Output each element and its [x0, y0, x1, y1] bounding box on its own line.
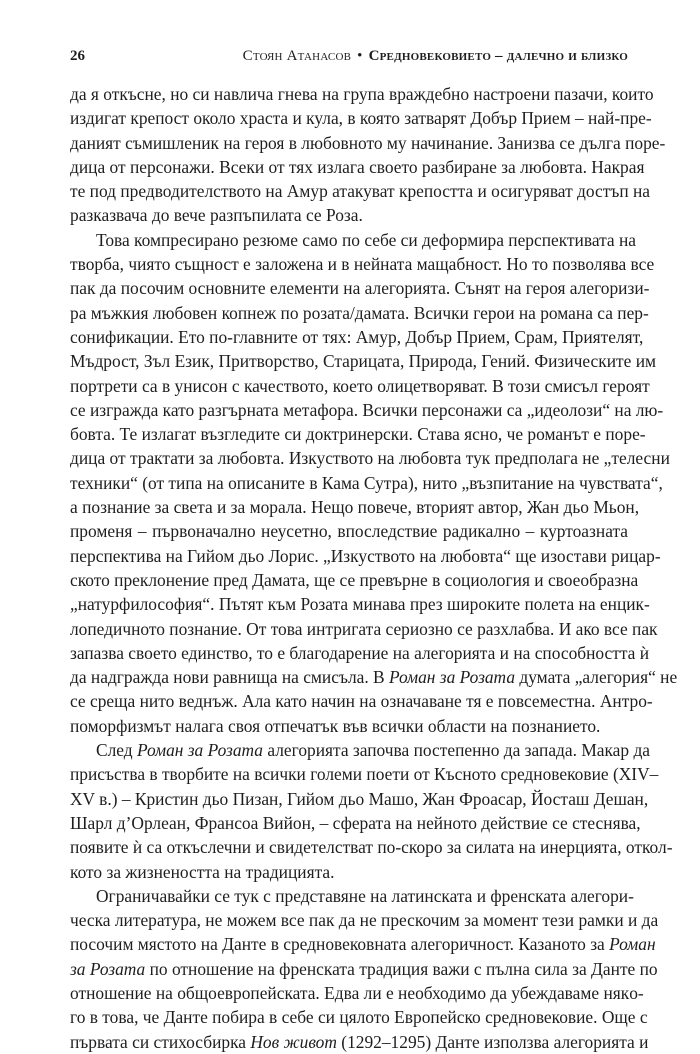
line-text: Това компресирано резюме само по себе си деформира перспективата на [96, 229, 637, 250]
line-text: думата „алегория“ не [515, 667, 678, 688]
line-text: ческа литература, не можем все пак да не прескочим за момент тези рамки и да [70, 910, 659, 931]
line-text: ра мъжкия любовен копнеж по розата/дамата. Всички герои на романа са пер- [70, 302, 649, 323]
line-text: перспектива на Гийом дьо Лорис. „Изкуството на любовта“ ще изостави рицар- [70, 545, 661, 566]
book-title: Средновековието – далечно и близко [368, 48, 628, 64]
text-line [70, 981, 644, 1005]
text-line [70, 252, 655, 276]
line-text: кото за жизнеността на традицията. [70, 861, 335, 882]
text-line [70, 374, 650, 398]
line-text: се среща нито веднъж. Ала като начин на означаване тя е повсеместна. Антро- [70, 691, 653, 712]
line-text: първата си стихосбирка [70, 1031, 251, 1052]
line-text: (1292–1295) Данте използва алегорията и [336, 1031, 649, 1052]
text-line [70, 179, 650, 203]
line-text: те под предводителството на Амур атакуват крепостта и осигуряват достъп на [70, 181, 650, 202]
italic-title: за Розата [70, 958, 146, 979]
italic-title: Роман за Розата [136, 740, 263, 761]
line-text: дица от трактати за любовта. Изкуството на любовта тук предполага не „телесни [70, 448, 670, 469]
line-text: появите ѝ са откъслечни и свидетелстват по-скоро за силата на инерцията, откол- [70, 837, 673, 858]
line-text: даният съмишленик на героя в любовното му начинание. Занизва се дълга поре- [70, 132, 666, 153]
text-line [70, 203, 628, 227]
line-text: запазва своето единство, то е благодарение на алегорията и на способността ѝ [70, 642, 650, 663]
text-line [70, 592, 650, 616]
line-text: по отношение на френската традиция важи с пълна сила за Данте по [145, 958, 658, 979]
text-line [70, 689, 653, 713]
text-line [70, 617, 658, 641]
line-text: дица от персонажи. Всеки от тях излага своето разбиране за любовта. Накрая [70, 156, 645, 177]
line-text: променя – първоначално неусетно, впоследствие радикално – куртоазната [70, 521, 628, 542]
text-line [70, 568, 639, 592]
line-text: XV в.) – Кристин дьо Пизан, Гийом дьо Машо, Жан Фроасар, Йосташ Дешан, [70, 788, 649, 809]
page-number: 26 [70, 48, 85, 64]
text-line [70, 495, 640, 519]
text-line [70, 228, 637, 252]
line-text: техники“ (от типа на описаните в Кама Сутра), нито „възпитание на чувствата“, [70, 472, 663, 493]
text-line [70, 471, 663, 495]
line-text: Ограничавайки се тук с представяне на латинската и френската алегори- [96, 885, 634, 906]
text-line [70, 835, 673, 859]
text-line [70, 738, 651, 762]
text-line [70, 1030, 649, 1054]
line-text: пак да посочим основните елементи на алегорията. Сънят на героя алегоризи- [70, 278, 650, 299]
text-line [70, 301, 649, 325]
text-line [70, 519, 628, 543]
text-line [70, 762, 659, 786]
text-line [70, 422, 646, 446]
text-line [70, 82, 654, 106]
text-line [70, 957, 658, 981]
text-line [70, 811, 641, 835]
italic-title: Роман [609, 934, 656, 955]
line-text: поморфизмът налага своя отпечатък във всички области на познанието. [70, 715, 601, 736]
line-text: да надгражда нови равнища на смисъла. В [70, 667, 389, 688]
text-line [70, 131, 666, 155]
line-text: а познание за света и за морала. Нещо повече, вторият автор, Жан дьо Мьон, [70, 497, 640, 518]
text-line [70, 276, 650, 300]
line-text: „натурфилософия“. Пътят към Розата минава през широките полета на енцик- [70, 594, 650, 615]
text-line [70, 860, 628, 884]
line-text: творба, чиято същност е заложена и в нейната мащабност. Но то позволява все [70, 254, 655, 275]
text-line [70, 787, 649, 811]
line-text: алегорията започва постепенно да запада. Макар да [263, 740, 651, 761]
line-text: лопедичното познание. От това интригата сериозно се разхлабва. И ако все пак [70, 618, 658, 639]
text-line [70, 106, 652, 130]
line-text: Мъдрост, Зъл Език, Притворство, Старицата, Природа, Гений. Физическите им [70, 351, 657, 372]
line-text: сонификации. Ето по-главните от тях: Амур, Добър Прием, Срам, Приятелят, [70, 326, 644, 347]
line-text: посочим мястото на Данте в средновековната алегоричност. Казаното за [70, 934, 610, 955]
page-header [70, 45, 628, 67]
text-line [70, 349, 657, 373]
text-line [70, 665, 678, 689]
line-text: се изгражда като разгърната метафора. Всички персонажи са „идеолози“ на лю- [70, 399, 664, 420]
text-line [70, 884, 634, 908]
line-text: бовта. Те излагат възгледите си доктринерски. Става ясно, че романът е поре- [70, 424, 646, 445]
text-line [70, 1005, 648, 1029]
italic-title: Роман за Розата [388, 667, 516, 688]
line-text: отношение на общоевропейската. Едва ли е необходимо да убеждаваме някo- [70, 982, 644, 1003]
body-text [70, 82, 678, 1054]
line-text: портрети са в унисон с качеството, което олицетворяват. В този смисъл героят [70, 375, 650, 396]
line-text: издигат крепост около храста и кула, в която затварят Добър Прием – най-пре- [70, 108, 652, 129]
running-head [243, 45, 628, 67]
line-text: го в това, че Данте побира в себе си цялото Европейско средновековие. Още с [70, 1007, 648, 1028]
line-text: присъства в творбите на всички големи поети от Късното средновековие (XIV– [70, 764, 659, 785]
text-line [70, 641, 650, 665]
italic-title: Нов живот [250, 1031, 337, 1052]
author-name: Стоян Атанасов [242, 48, 352, 64]
text-line [70, 155, 645, 179]
line-text: Шарл д’Орлеан, Франсоа Вийон, – сферата на нейното действие се стеснява, [70, 812, 641, 833]
text-line [70, 325, 644, 349]
text-line [70, 908, 659, 932]
line-text: да я откъсне, но си навлича гнева на група враждебно настроени пазачи, които [70, 84, 654, 104]
line-text: След [96, 740, 137, 761]
text-line [70, 544, 661, 568]
line-text: ското преклонение пред Дамата, ще се превърне в социология и своеобразна [70, 569, 639, 590]
text-line [70, 714, 628, 738]
header-separator: • [357, 48, 363, 64]
text-line [70, 446, 670, 470]
text-line [70, 932, 656, 956]
line-text: разказвача до вече разпъпилата се Роза. [70, 205, 363, 226]
text-line [70, 398, 664, 422]
